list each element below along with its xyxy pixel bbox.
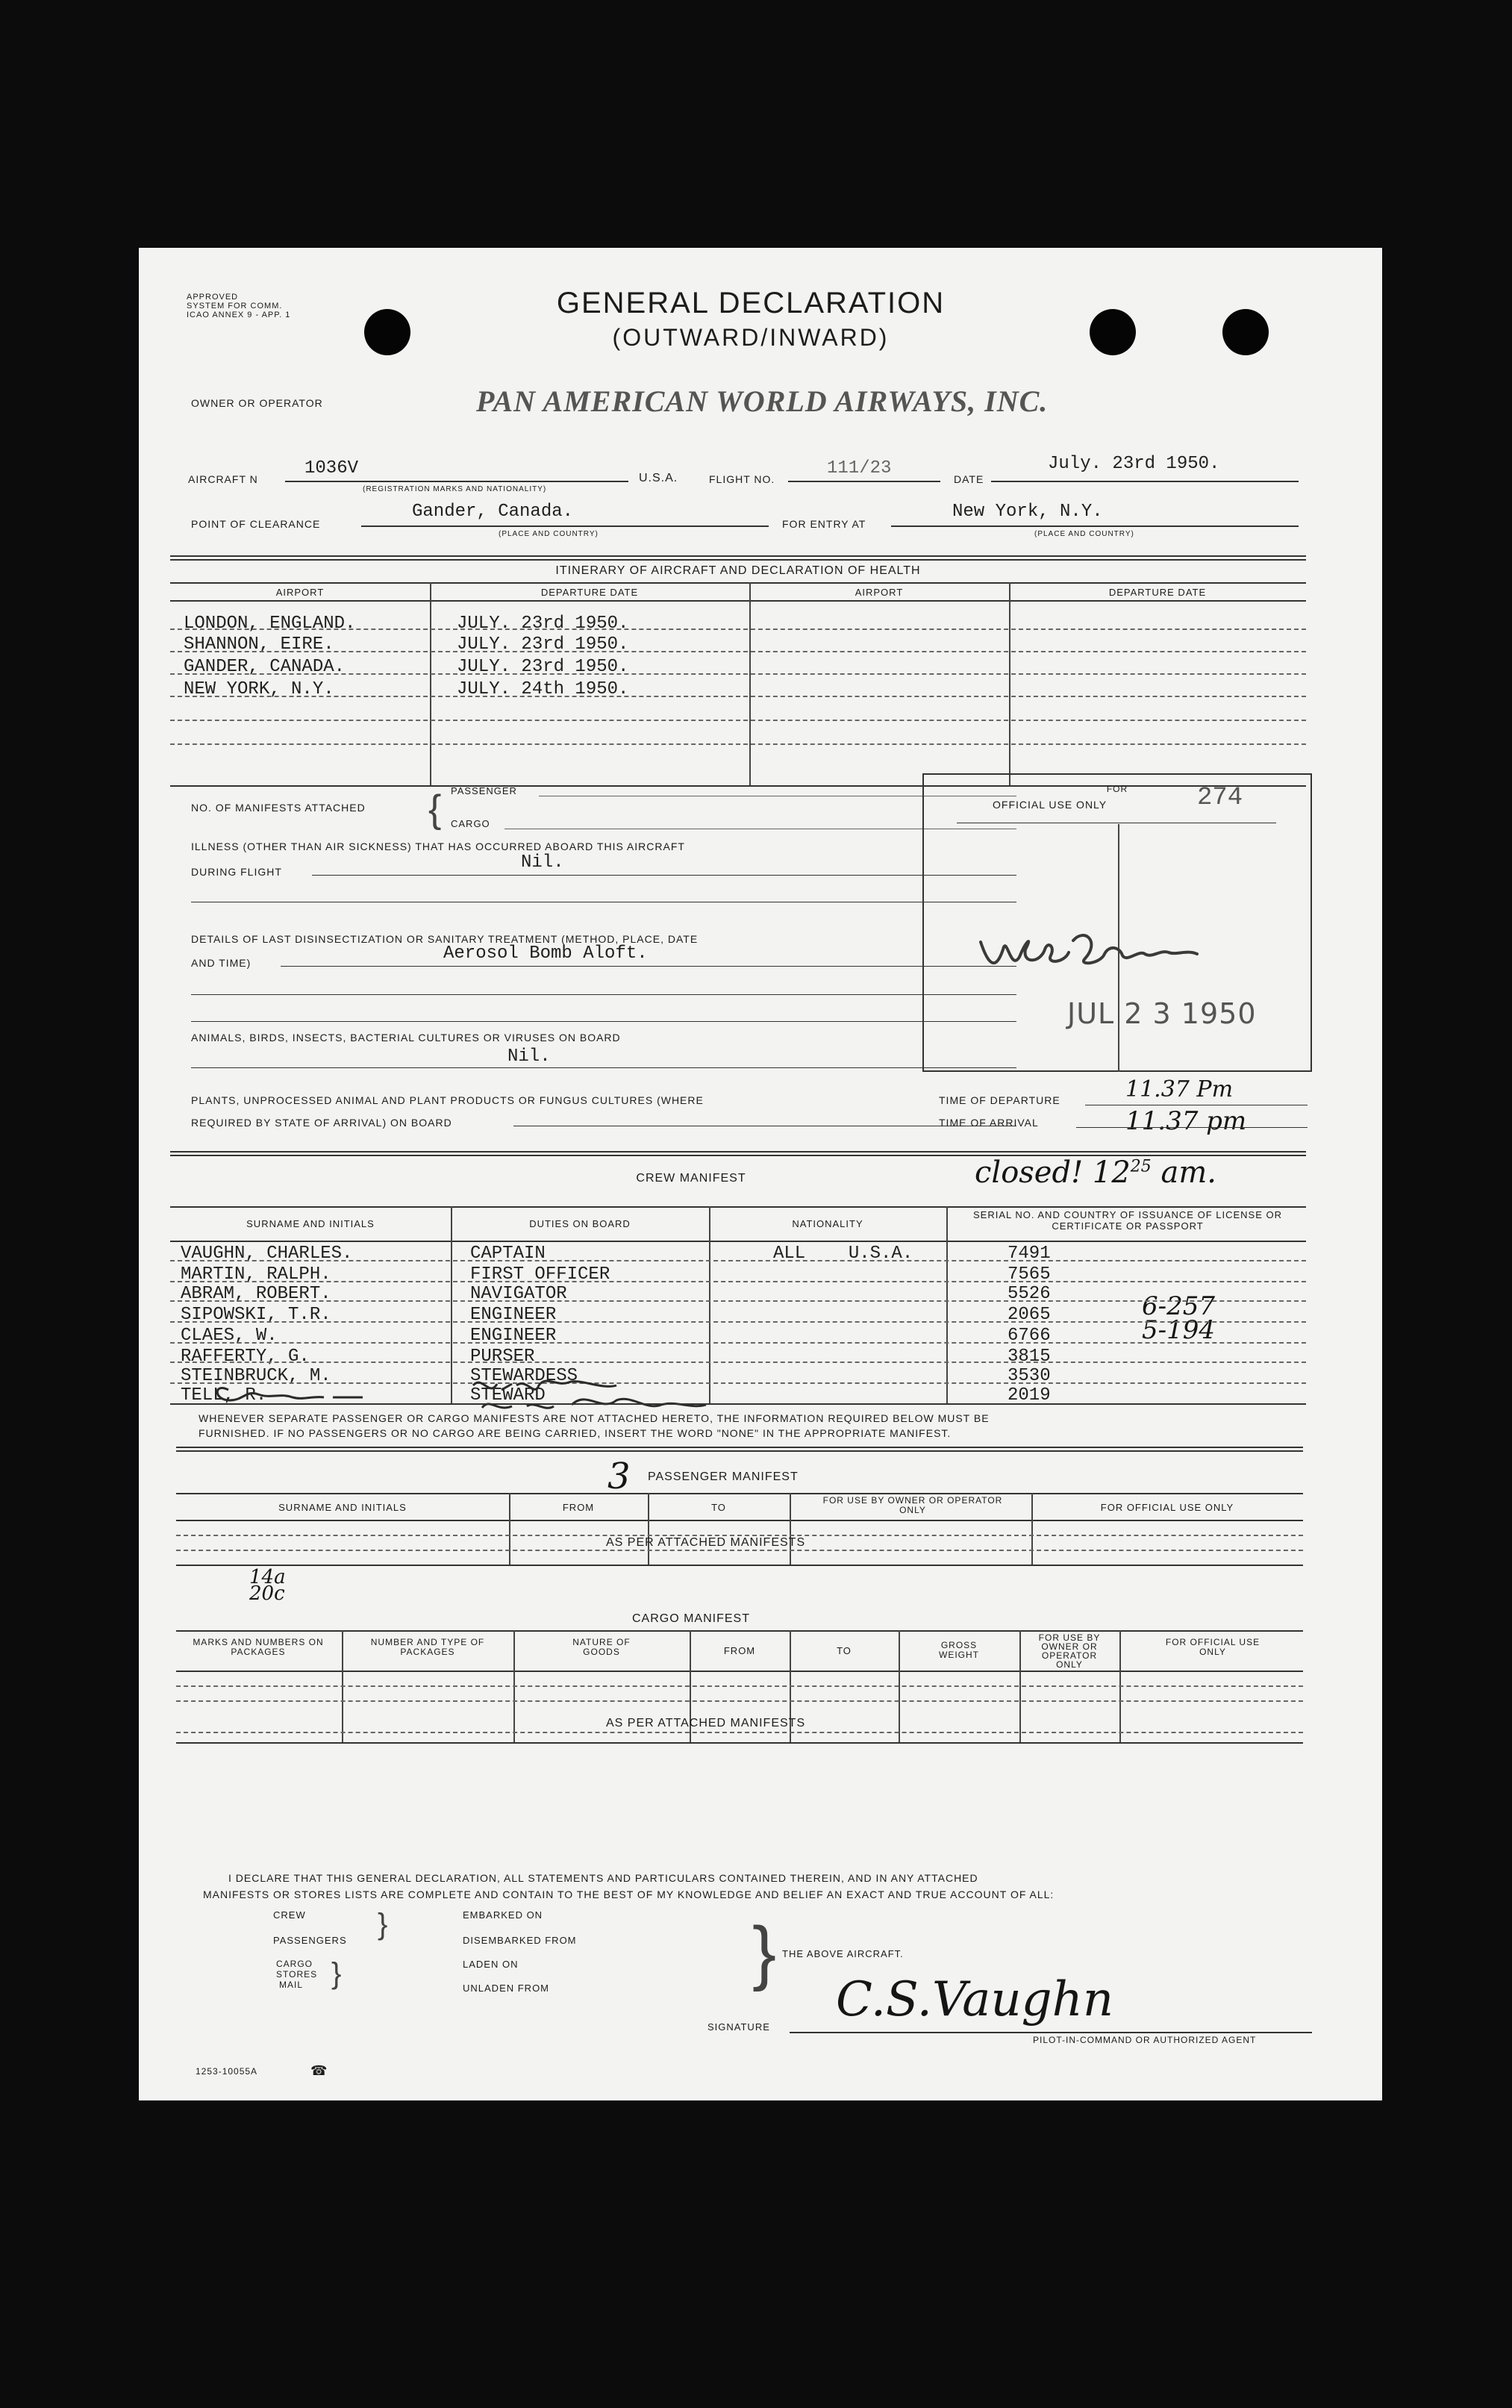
crew-col-name: SURNAME AND INITIALS bbox=[246, 1218, 375, 1229]
itin-row-1-airport: LONDON, ENGLAND. bbox=[184, 614, 356, 634]
crew-row-3-duty: NAVIGATOR bbox=[470, 1284, 567, 1304]
itin-row-3-airport: GANDER, CANADA. bbox=[184, 657, 346, 677]
decl-cargo: CARGO bbox=[276, 1959, 313, 1969]
itin-row-3-date: JULY. 23rd 1950. bbox=[457, 657, 629, 677]
punch-hole-left bbox=[364, 309, 410, 355]
crew-bottom-rule bbox=[170, 1403, 1306, 1405]
aircraft-label: AIRCRAFT N bbox=[188, 473, 258, 485]
illness-line bbox=[312, 875, 1016, 876]
disinsect-label-2: AND TIME) bbox=[191, 957, 252, 969]
crew-row-8-serial: 2019 bbox=[1008, 1385, 1051, 1406]
crew-dash-3 bbox=[170, 1300, 1306, 1302]
itinerary-title: ITINERARY OF AIRCRAFT AND DECLARATION OF HEALTH bbox=[555, 564, 921, 577]
itinerary-rule bbox=[170, 582, 1306, 584]
crew-dash-4 bbox=[170, 1321, 1306, 1323]
disinsect-line-2 bbox=[191, 994, 1016, 995]
captain-signature: C.S.Vaughn bbox=[836, 1972, 1114, 2027]
crew-col-nationality: NATIONALITY bbox=[792, 1218, 863, 1229]
pax-col-to: TO bbox=[711, 1502, 726, 1513]
itin-dash-5 bbox=[170, 720, 1306, 721]
passenger-count: 3 bbox=[607, 1456, 631, 1497]
declaration-text-1: I DECLARE THAT THIS GENERAL DECLARATION, ALL STATEMENTS AND PARTICULARS CONTAINED THEREIN, AND IN ANY ATTACHED bbox=[228, 1872, 978, 1884]
declaration-form bbox=[139, 248, 1382, 2100]
pax-col-name: SURNAME AND INITIALS bbox=[278, 1502, 407, 1513]
crew-dash-1 bbox=[170, 1260, 1306, 1261]
decl-unladen: UNLADEN FROM bbox=[463, 1983, 550, 1994]
signature-label: SIGNATURE bbox=[707, 2021, 770, 2033]
clearance-caption: (PLACE AND COUNTRY) bbox=[499, 530, 599, 538]
flight-line bbox=[788, 481, 940, 482]
decl-passengers: PASSENGERS bbox=[273, 1935, 347, 1946]
inspector-signature bbox=[973, 920, 1257, 987]
crew-row-8-duty: STEWARD bbox=[470, 1385, 546, 1406]
form-title: GENERAL DECLARATION bbox=[556, 287, 946, 319]
animals-line bbox=[191, 1067, 1016, 1068]
crew-col-serial: SERIAL NO. AND COUNTRY OF ISSUANCE OF LICENSE OR CERTIFICATE OR PASSPORT bbox=[973, 1209, 1282, 1232]
cargo-head-bottom bbox=[176, 1671, 1303, 1672]
itinerary-top-rule bbox=[170, 555, 1306, 561]
pax-col-from: FROM bbox=[562, 1502, 595, 1513]
arrival-line bbox=[1076, 1127, 1308, 1128]
itin-row-4-airport: NEW YORK, N.Y. bbox=[184, 679, 334, 699]
nationality-mark: U.S.A. bbox=[639, 472, 678, 484]
decl-brace-3: } bbox=[752, 1912, 777, 1992]
official-for-label: FOR bbox=[1106, 784, 1128, 794]
arrival-time: 11.37 pm bbox=[1125, 1106, 1247, 1136]
animals-label: ANIMALS, BIRDS, INSECTS, BACTERIAL CULTURES OR VIRUSES ON BOARD bbox=[191, 1032, 621, 1044]
departure-time-label: TIME OF DEPARTURE bbox=[939, 1094, 1060, 1106]
crew-row-4-serial: 2065 bbox=[1008, 1305, 1051, 1325]
cargo-handwritten-note: 14a 20c bbox=[249, 1566, 286, 1605]
crew-row-5-note: 5-194 bbox=[1142, 1315, 1216, 1345]
crew-head-top bbox=[170, 1206, 1306, 1208]
itin-row-4-date: JULY. 24th 1950. bbox=[457, 679, 629, 699]
crew-row-2-name: MARTIN, RALPH. bbox=[181, 1264, 331, 1285]
operator-name: PAN AMERICAN WORLD AIRWAYS, INC. bbox=[476, 384, 1049, 418]
manifests-brace: { bbox=[428, 787, 442, 831]
crew-row-2-serial: 7565 bbox=[1008, 1264, 1051, 1285]
cargo-attached: AS PER ATTACHED MANIFESTS bbox=[606, 1717, 806, 1729]
decl-disembarked: DISEMBARKED FROM bbox=[463, 1935, 577, 1946]
decl-crew: CREW bbox=[273, 1909, 306, 1921]
crew-row-7-name: STEINBRUCK, M. bbox=[181, 1366, 331, 1386]
disinsect-label: DETAILS OF LAST DISINSECTIZATION OR SANITARY TREATMENT (METHOD, PLACE, DATE bbox=[191, 933, 699, 945]
pax-attached: AS PER ATTACHED MANIFESTS bbox=[606, 1536, 806, 1549]
passenger-head-top bbox=[176, 1493, 1303, 1494]
decl-embarked: EMBARKED ON bbox=[463, 1909, 543, 1921]
passenger-bottom-rule bbox=[176, 1565, 1303, 1566]
crew-row-4-name: SIPOWSKI, T.R. bbox=[181, 1305, 331, 1325]
cargo-col-nature: NATURE OF GOODS bbox=[572, 1637, 631, 1657]
itin-col-departure-1: DEPARTURE DATE bbox=[540, 587, 639, 598]
cargo-col-owner: FOR USE BY OWNER OR OPERATOR ONLY bbox=[1038, 1632, 1101, 1670]
cargo-col-official: FOR OFFICIAL USE ONLY bbox=[1165, 1637, 1260, 1657]
disinsect-value: Aerosol Bomb Aloft. bbox=[443, 943, 648, 964]
crew-dash-6 bbox=[170, 1361, 1306, 1363]
date-label: DATE bbox=[954, 473, 984, 485]
illness-label-2: DURING FLIGHT bbox=[191, 866, 282, 878]
pax-dash-2 bbox=[176, 1550, 1303, 1551]
itin-col-departure-2: DEPARTURE DATE bbox=[1108, 587, 1207, 598]
cargo-dash-1 bbox=[176, 1685, 1303, 1687]
cargo-dash-2 bbox=[176, 1700, 1303, 1702]
cargo-col-from: FROM bbox=[723, 1645, 756, 1656]
disinsect-line bbox=[281, 966, 1016, 967]
decl-laden: LADEN ON bbox=[463, 1959, 519, 1970]
crew-initials-scribbles bbox=[184, 1367, 975, 1415]
cargo-dash-3 bbox=[176, 1732, 1303, 1733]
official-number: 274 bbox=[1197, 784, 1243, 812]
decl-brace-1: } bbox=[378, 1908, 388, 1941]
crew-row-6-duty: PURSER bbox=[470, 1347, 535, 1367]
entry-point: New York, N.Y. bbox=[952, 502, 1103, 522]
passenger-label: PASSENGER bbox=[451, 785, 517, 796]
animals-value: Nil. bbox=[507, 1047, 551, 1067]
telephone-icon: ☎ bbox=[310, 2063, 328, 2078]
official-use-label: OFFICIAL USE ONLY bbox=[993, 799, 1108, 811]
arrival-time-label: TIME OF ARRIVAL bbox=[939, 1117, 1039, 1129]
manifests-label: NO. OF MANIFESTS ATTACHED bbox=[191, 802, 366, 814]
passenger-top-rule bbox=[176, 1447, 1303, 1452]
plants-label: PLANTS, UNPROCESSED ANIMAL AND PLANT PRODUCTS OR FUNGUS CULTURES (WHERE bbox=[191, 1094, 704, 1106]
aircraft-line bbox=[285, 481, 628, 482]
cargo-label: CARGO bbox=[451, 818, 490, 829]
illness-label: ILLNESS (OTHER THAN AIR SICKNESS) THAT HAS OCCURRED ABOARD THIS AIRCRAFT bbox=[191, 840, 685, 852]
itin-row-2-airport: SHANNON, EIRE. bbox=[184, 634, 334, 655]
manifest-notice-2: FURNISHED. IF NO PASSENGERS OR NO CARGO ARE BEING CARRIED, INSERT THE WORD "NONE" IN THE APPROPRIATE MANIFEST. bbox=[199, 1427, 952, 1439]
entry-label: FOR ENTRY AT bbox=[782, 518, 866, 530]
cargo-col-to: TO bbox=[837, 1645, 852, 1656]
illness-value: Nil. bbox=[521, 852, 564, 873]
crew-dash-2 bbox=[170, 1281, 1306, 1282]
flight-date: July. 23rd 1950. bbox=[1048, 454, 1220, 474]
date-line bbox=[991, 481, 1299, 482]
form-subtitle: (OUTWARD/INWARD) bbox=[612, 324, 890, 351]
marks-caption: (REGISTRATION MARKS AND NATIONALITY) bbox=[363, 485, 547, 493]
itin-dash-2 bbox=[170, 651, 1306, 652]
crew-row-6-name: RAFFERTY, G. bbox=[181, 1347, 310, 1367]
pax-col-owner: FOR USE BY OWNER OR OPERATOR ONLY bbox=[822, 1495, 1003, 1515]
departure-time: 11.37 Pm bbox=[1125, 1076, 1234, 1102]
crew-head-bottom bbox=[170, 1241, 1306, 1242]
signature-line bbox=[790, 2032, 1312, 2033]
cargo-head-top bbox=[176, 1630, 1303, 1632]
itin-dash-3 bbox=[170, 673, 1306, 675]
closed-note-suffix: am. bbox=[1160, 1155, 1216, 1190]
disinsect-line-3 bbox=[191, 1021, 1016, 1022]
flight-no-label: FLIGHT NO. bbox=[709, 473, 775, 485]
plants-label-2: REQUIRED BY STATE OF ARRIVAL) ON BOARD bbox=[191, 1117, 452, 1129]
received-stamp: JUL 2 3 1950 bbox=[1067, 997, 1257, 1030]
clearance-line bbox=[361, 525, 769, 527]
itin-dash-6 bbox=[170, 743, 1306, 745]
itin-divider-3 bbox=[1009, 582, 1010, 785]
crew-row-7-serial: 3530 bbox=[1008, 1366, 1051, 1386]
declaration-text-2: MANIFESTS OR STORES LISTS ARE COMPLETE AND CONTAIN TO THE BEST OF MY KNOWLEDGE AND BELIEF AN EXACT AND TRUE ACCOUNT OF ALL: bbox=[203, 1888, 1055, 1900]
itin-dash-4 bbox=[170, 696, 1306, 697]
itin-col-airport-2: AIRPORT bbox=[855, 587, 904, 598]
punch-hole-mid bbox=[1090, 309, 1136, 355]
entry-caption: (PLACE AND COUNTRY) bbox=[1034, 530, 1134, 538]
decl-stores: STORES bbox=[276, 1969, 318, 1980]
crew-row-3-name: ABRAM, ROBERT. bbox=[181, 1284, 331, 1304]
cargo-col-marks: MARKS AND NUMBERS ON PACKAGES bbox=[193, 1637, 324, 1657]
clearance-point: Gander, Canada. bbox=[412, 502, 574, 522]
cargo-bottom-rule bbox=[176, 1742, 1303, 1744]
decl-mail: MAIL bbox=[279, 1980, 304, 1990]
passenger-title: PASSENGER MANIFEST bbox=[648, 1470, 799, 1483]
crew-row-1-name: VAUGHN, CHARLES. bbox=[181, 1244, 353, 1264]
crew-title: CREW MANIFEST bbox=[636, 1172, 746, 1185]
passenger-head-bottom bbox=[176, 1520, 1303, 1521]
cargo-title: CARGO MANIFEST bbox=[631, 1612, 750, 1625]
pax-divider-3 bbox=[790, 1493, 791, 1565]
itinerary-head-rule bbox=[170, 600, 1306, 602]
itin-row-2-date: JULY. 23rd 1950. bbox=[457, 634, 629, 655]
itin-row-1-date: JULY. 23rd 1950. bbox=[457, 614, 629, 634]
closed-note-minutes: 25 bbox=[1130, 1157, 1152, 1176]
crew-col-duties: DUTIES ON BOARD bbox=[529, 1218, 631, 1229]
crew-row-1-duty: CAPTAIN bbox=[470, 1244, 546, 1264]
aircraft-number: 1036V bbox=[304, 458, 359, 478]
crew-row-8-name: TELL, R. bbox=[181, 1385, 267, 1406]
crew-row-6-serial: 3815 bbox=[1008, 1347, 1051, 1367]
crew-closed-note bbox=[975, 1155, 1216, 1190]
crew-dash-5 bbox=[170, 1342, 1306, 1344]
itin-divider-1 bbox=[430, 582, 431, 785]
closed-note-text: closed! 12 bbox=[975, 1155, 1131, 1190]
itin-divider-2 bbox=[749, 582, 751, 785]
approval-note: APPROVED SYSTEM FOR COMM. ICAO ANNEX 9 - APP. 1 bbox=[187, 293, 291, 319]
pax-col-official: FOR OFFICIAL USE ONLY bbox=[1100, 1502, 1234, 1513]
cargo-col-weight: GROSS WEIGHT bbox=[939, 1640, 979, 1660]
clearance-label: POINT OF CLEARANCE bbox=[191, 518, 321, 530]
crew-row-4-duty: ENGINEER bbox=[470, 1305, 557, 1325]
cargo-col-number: NUMBER AND TYPE OF PACKAGES bbox=[370, 1637, 485, 1657]
entry-line bbox=[891, 525, 1299, 527]
decl-above: THE ABOVE AIRCRAFT. bbox=[782, 1948, 904, 1959]
crew-row-4-note: 6-257 bbox=[1142, 1291, 1216, 1321]
crew-row-1-serial: 7491 bbox=[1008, 1244, 1051, 1264]
decl-brace-2: } bbox=[331, 1957, 342, 1990]
crew-row-5-serial: 6766 bbox=[1008, 1326, 1051, 1346]
operator-label: OWNER OR OPERATOR bbox=[191, 397, 323, 409]
crew-row-5-duty: ENGINEER bbox=[470, 1326, 557, 1346]
pilot-label: PILOT-IN-COMMAND OR AUTHORIZED AGENT bbox=[1033, 2035, 1257, 2045]
itin-dash-1 bbox=[170, 628, 1306, 630]
crew-row-5-name: CLAES, W. bbox=[181, 1326, 278, 1346]
crew-row-3-serial: 5526 bbox=[1008, 1284, 1051, 1304]
flight-number: 111/23 bbox=[827, 458, 892, 478]
punch-hole-right bbox=[1222, 309, 1269, 355]
crew-row-7-duty: STEWARDESS bbox=[470, 1366, 578, 1386]
itin-col-airport-1: AIRPORT bbox=[275, 587, 325, 598]
manifest-notice-1: WHENEVER SEPARATE PASSENGER OR CARGO MANIFESTS ARE NOT ATTACHED HERETO, THE INFORMATION REQUIRED BELOW MUST BE bbox=[199, 1412, 990, 1424]
crew-row-2-duty: FIRST OFFICER bbox=[470, 1264, 610, 1285]
form-number: 1253-10055A bbox=[196, 2066, 258, 2077]
crew-row-1-nationality: ALL U.S.A. bbox=[773, 1244, 913, 1264]
